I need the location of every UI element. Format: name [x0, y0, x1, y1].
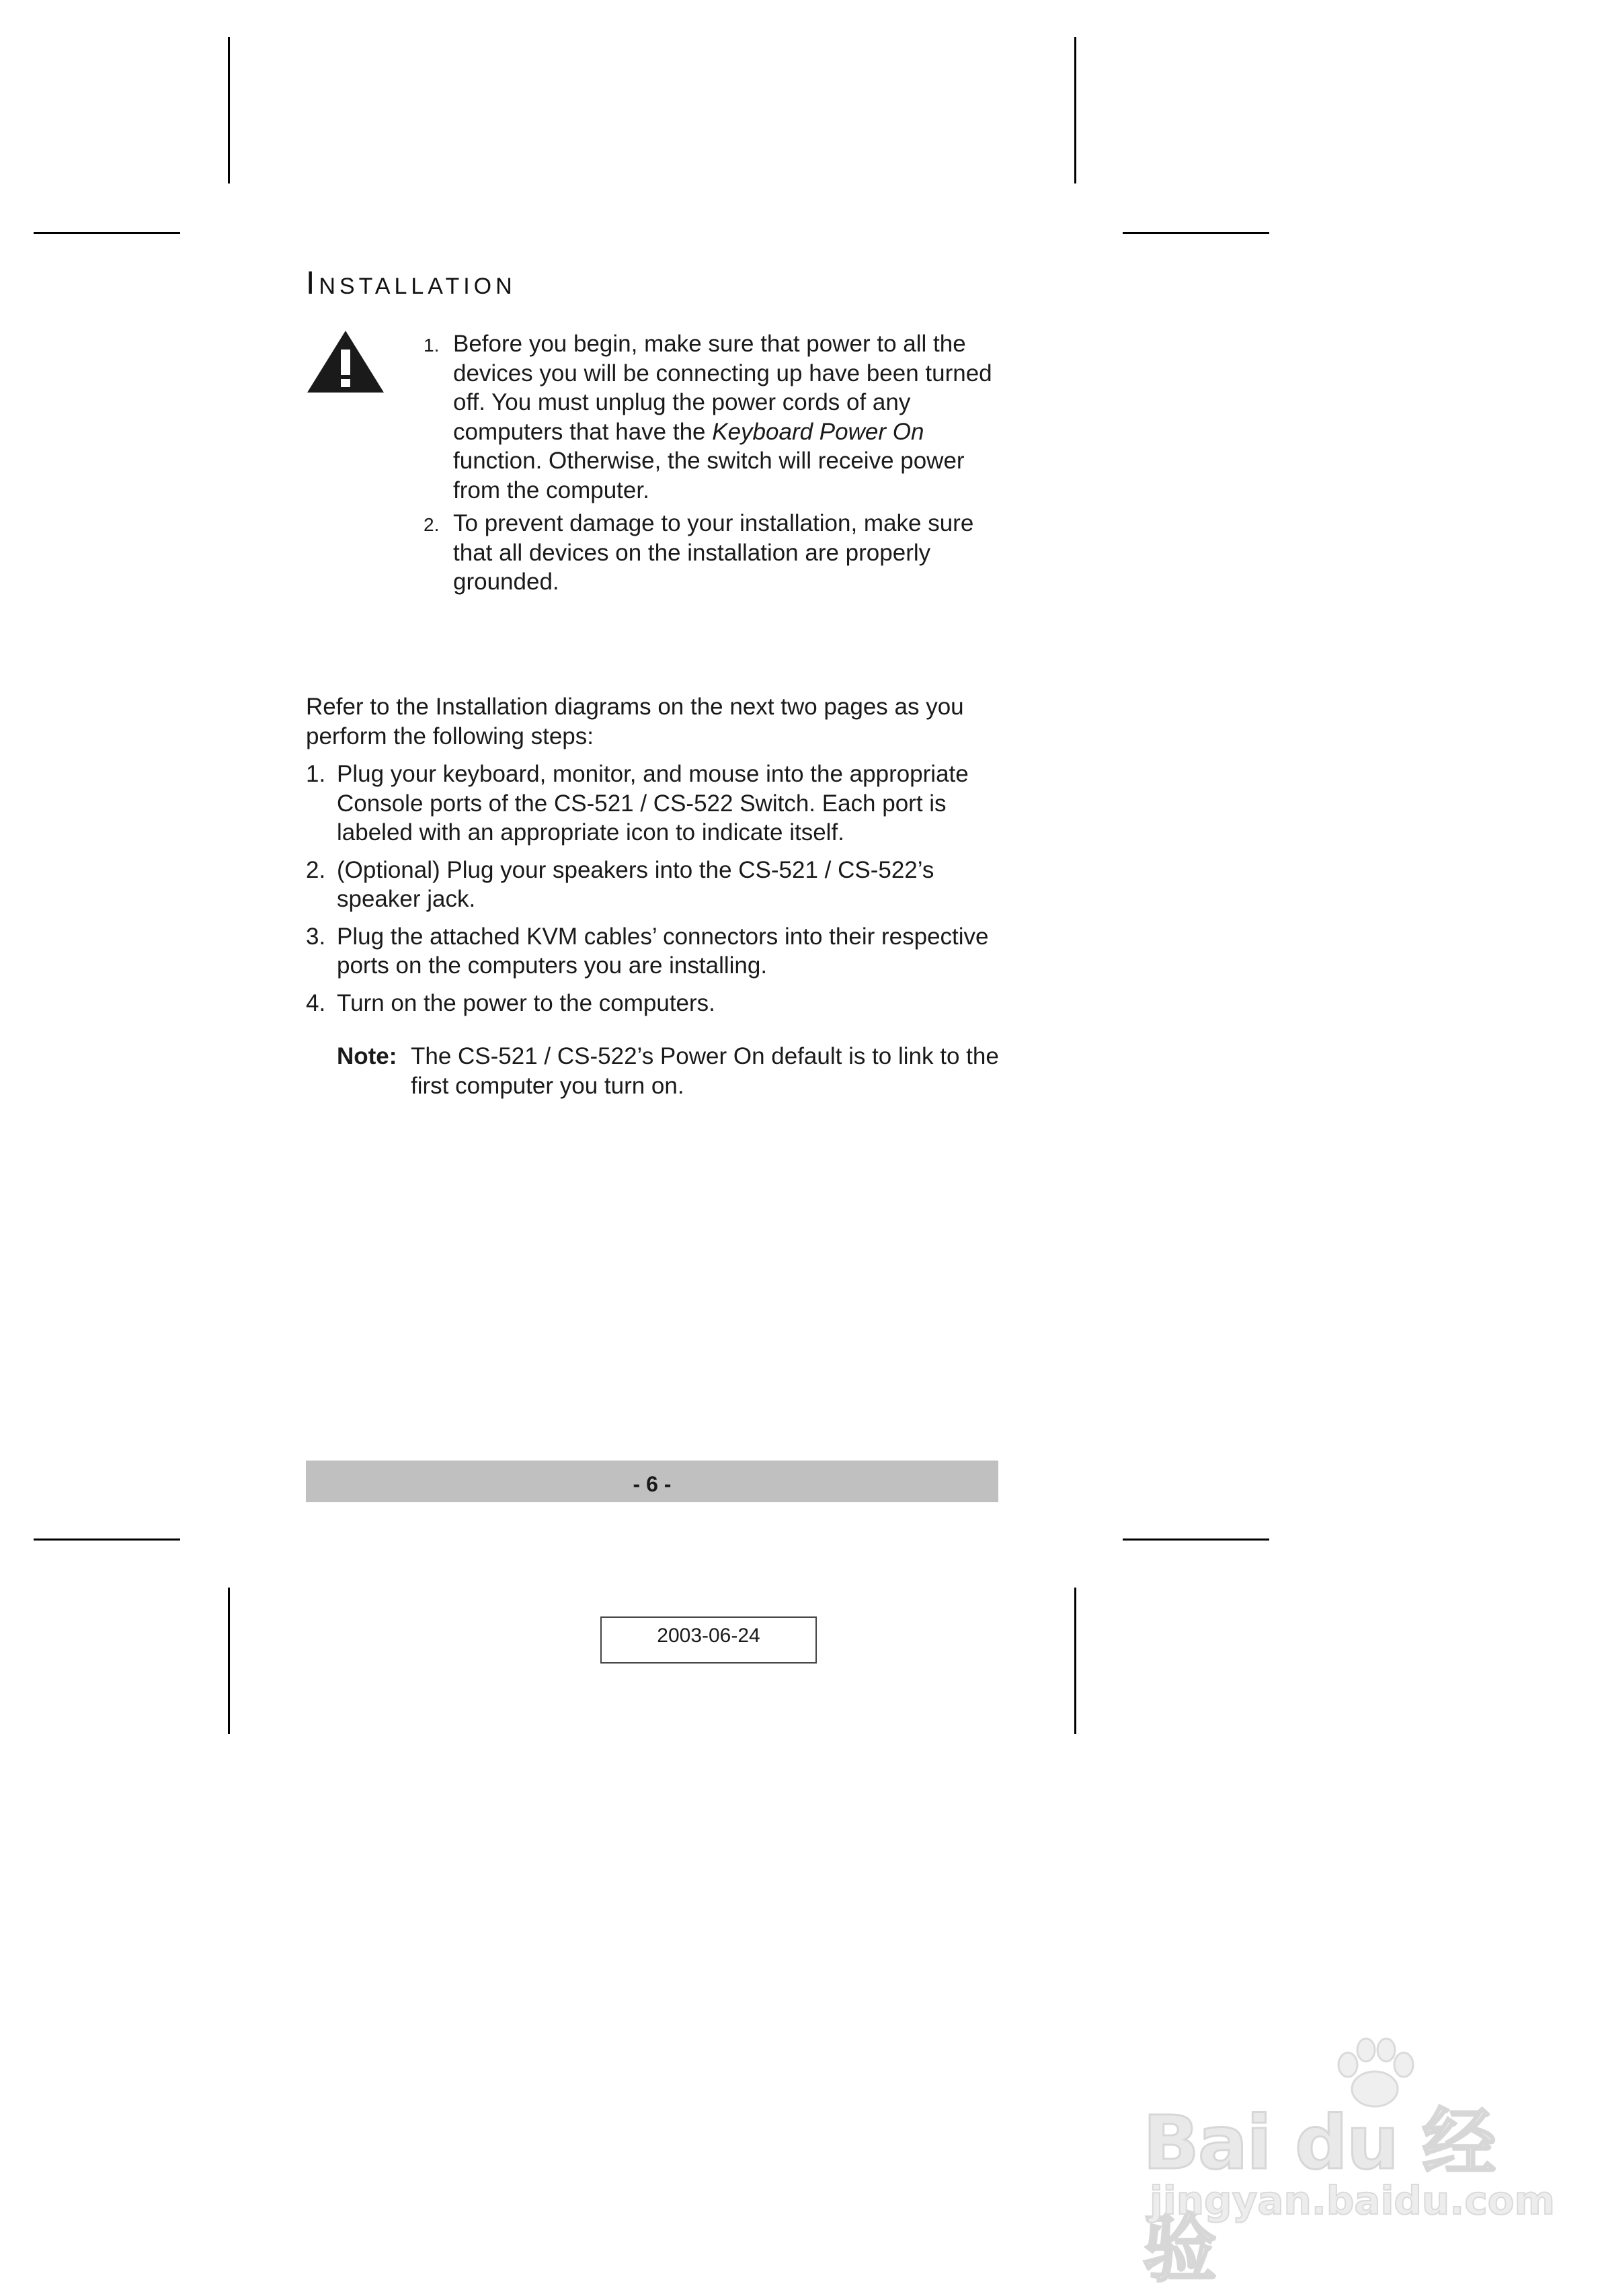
crop-mark-top-left-vertical: [228, 37, 230, 183]
warning-item-number: 1.: [424, 335, 440, 356]
warning-item-text: To prevent damage to your installation, make sure that all devices on the installation are properly grounded.: [453, 510, 974, 595]
crop-mark-top-left-horizontal: [34, 232, 180, 234]
step-item: [306, 989, 1005, 1018]
watermark-url: jingyan.baidu.com: [1150, 2178, 1555, 2223]
step-text: Turn on the power to the computers.: [337, 989, 715, 1016]
warning-item-text: Before you begin, make sure that power to all the devices you will be connecting up have been turned off. You must unplug the power cords of any computers that have the: [453, 331, 992, 445]
warning-item: [424, 329, 1002, 505]
watermark: [1143, 2037, 1555, 2292]
crop-mark-bottom-left-horizontal: [34, 1539, 180, 1541]
footer-bar: [306, 1461, 998, 1502]
step-text: Plug the attached KVM cables’ connectors into their respective ports on the computers you are installing.: [337, 923, 989, 979]
step-item: [306, 922, 1005, 981]
warning-item-text-after: function. Otherwise, the switch will receive power from the computer.: [453, 448, 965, 503]
date-stamp: 2003-06-24: [600, 1616, 817, 1664]
step-number: 1.: [306, 761, 326, 787]
section-title: Installation: [306, 265, 516, 301]
warning-list: [424, 329, 1002, 601]
crop-mark-top-right-horizontal: [1123, 232, 1269, 234]
crop-mark-top-right-vertical: [1074, 37, 1076, 183]
step-item: [306, 760, 1005, 848]
warning-item-number: 2.: [424, 514, 440, 535]
note-label: Note:: [337, 1043, 397, 1069]
step-text: (Optional) Plug your speakers into the CS-521 / CS-522’s speaker jack.: [337, 856, 934, 912]
note: [337, 1042, 1009, 1100]
page-number: - 6 -: [633, 1472, 672, 1496]
step-number: 2.: [306, 856, 326, 883]
warning-triangle-icon: [306, 329, 385, 394]
crop-mark-bottom-right-vertical: [1074, 1588, 1076, 1734]
step-number: 4.: [306, 989, 326, 1016]
step-text: Plug your keyboard, monitor, and mouse into the appropriate Console ports of the CS-521 / CS-522 Switch. Each port is labeled with an appropriate icon to indicate itself.: [337, 761, 969, 846]
watermark-logo: Bai du 经验: [1143, 2100, 1495, 2292]
step-item: [306, 856, 1005, 914]
warning-item-emphasis: Keyboard Power On: [712, 418, 924, 445]
crop-mark-bottom-right-horizontal: [1123, 1539, 1269, 1541]
step-number: 3.: [306, 923, 326, 950]
crop-mark-bottom-left-vertical: [228, 1588, 230, 1734]
warning-item: [424, 509, 1002, 597]
steps-list: [306, 760, 1005, 1026]
note-text: The CS-521 / CS-522’s Power On default is to link to the first computer you turn on.: [411, 1043, 999, 1099]
intro-paragraph: Refer to the Installation diagrams on the next two pages as you perform the following steps:: [306, 694, 964, 749]
